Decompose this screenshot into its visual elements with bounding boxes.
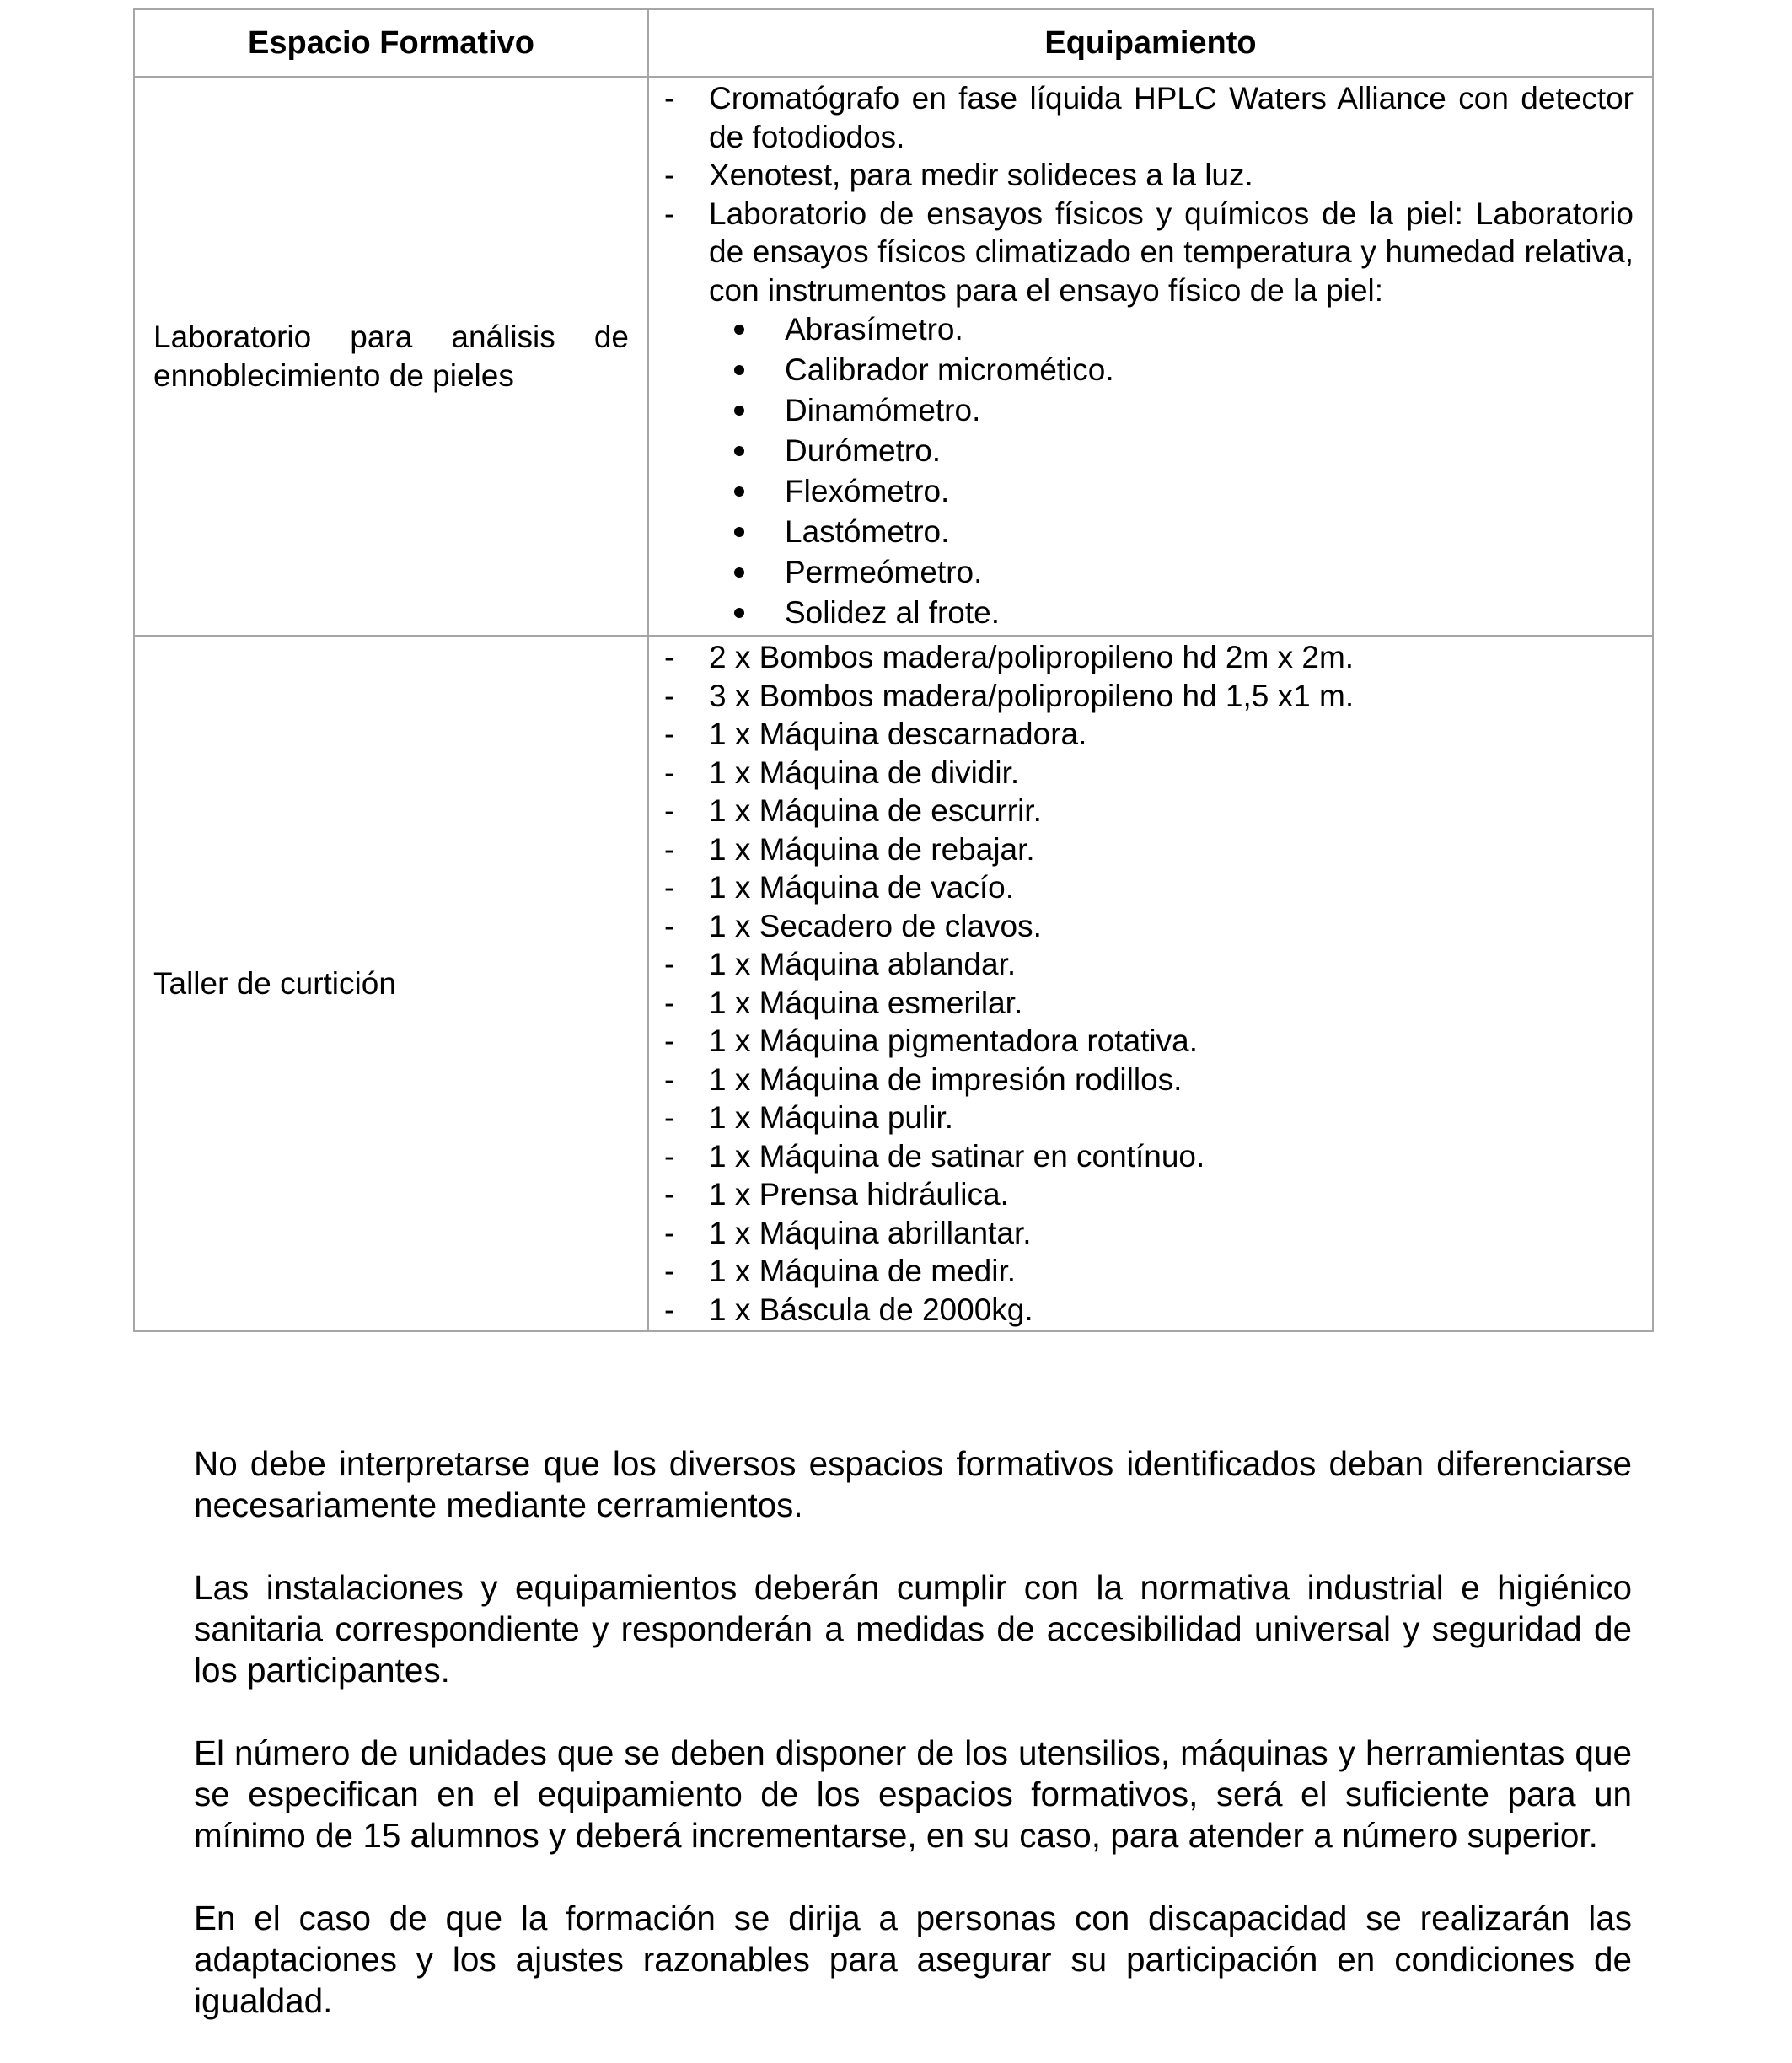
equipment-item-text: 1 x Báscula de 2000kg. [709,1292,1033,1327]
dash-marker: - [664,640,675,674]
dash-marker: - [664,870,675,905]
bullet-icon [734,446,744,456]
equipment-item [664,195,1634,310]
equipment-item [664,1252,1634,1291]
instrument-item [664,593,1634,633]
instrument-item [664,390,1634,431]
dash-marker: - [664,755,675,790]
equipment-item-text: 2 x Bombos madera/polipropileno hd 2m x 2m. [709,640,1355,674]
bullet-icon [734,608,744,618]
equipment-item-text: Cromatógrafo en fase líquida HPLC Waters Alliance con detector de fotodiodos. [709,81,1634,154]
equipment-cell [648,77,1653,636]
dash-marker: - [664,678,675,713]
equipment-item [664,156,1634,195]
instrument-item [664,350,1634,390]
equipment-item-text: 1 x Máquina de vacío. [709,870,1014,905]
instrument-item-text: Calibrador micromético. [785,352,1114,387]
dash-marker: - [664,717,675,751]
dash-marker: - [664,908,675,943]
equipment-item [664,79,1634,156]
equipment-item [664,1214,1634,1253]
dash-marker: - [664,1292,675,1327]
equipment-table [133,8,1654,1332]
equipment-item [664,638,1634,677]
equipment-item [664,984,1634,1023]
table-header-row [134,9,1653,77]
instrument-item [664,512,1634,552]
dash-marker: - [664,947,675,981]
dash-marker: - [664,1138,675,1174]
dash-marker: - [664,1177,675,1211]
dash-marker: - [664,1254,675,1288]
equipment-item [664,1099,1634,1137]
body-text [194,1443,1632,2063]
equipment-item-text: 1 x Máquina de impresión rodillos. [709,1061,1183,1097]
dash-marker: - [664,158,675,192]
instrument-item-text: Lastómetro. [785,514,950,549]
bullet-icon [734,406,744,416]
dash-marker: - [664,1215,675,1250]
equipment-item [664,945,1634,984]
instrument-item [664,552,1634,593]
instrument-item [664,309,1634,350]
dash-marker: - [664,1100,675,1135]
dash-marker: - [664,1023,675,1058]
instrument-item [664,471,1634,512]
equipment-list [664,638,1634,1329]
equipment-item [664,907,1634,946]
equipment-cell [648,636,1653,1331]
equipment-item-text: 1 x Prensa hidráulica. [709,1177,1009,1211]
bullet-icon [734,567,744,578]
dash-marker: - [664,793,675,828]
bullet-icon [734,325,744,335]
equipment-item [664,677,1634,716]
equipment-item-text: 1 x Máquina abrillantar. [709,1215,1032,1250]
paragraph: Las instalaciones y equipamientos deberán cumplir con la normativa industrial e higiénico sanitaria correspondiente y responderán a medidas de accesibilidad universal y seguridad de los participantes. [194,1568,1632,1690]
equipment-item-text: 1 x Máquina de rebajar. [709,831,1035,867]
dash-marker: - [664,81,675,116]
instrument-list [664,309,1634,633]
instrument-item-text: Abrasímetro. [785,312,963,347]
equipment-item [664,830,1634,869]
equipment-item-text: 3 x Bombos madera/polipropileno hd 1,5 x1 m. [709,678,1355,713]
space-cell: Laboratorio para análisis de ennoblecimiento de pieles [134,77,648,636]
equipment-item-text: 1 x Máquina pigmentadora rotativa. [709,1023,1199,1058]
equipment-item-text: 1 x Máquina de satinar en contínuo. [709,1138,1205,1174]
equipment-item-text: 1 x Máquina de medir. [709,1254,1017,1288]
bullet-icon [734,365,744,375]
instrument-item-text: Dinamómetro. [785,393,981,427]
equipment-item [664,1291,1634,1330]
equipment-item-text: 1 x Máquina descarnadora. [709,717,1087,751]
paragraph: El número de unidades que se deben disponer de los utensilios, máquinas y herramientas que se especifican en el equipamiento de los espacios formativos, será el suficiente para un mínimo de 15 alumnos y deberá incrementarse, en su caso, para atender a número superior. [194,1733,1632,1855]
space-cell: Taller de curtición [134,636,648,1331]
header-equipment: Equipamiento [648,9,1653,77]
dash-marker: - [664,1061,675,1097]
equipment-item [664,868,1634,907]
equipment-item-text: 1 x Máquina ablandar. [709,947,1017,981]
equipment-item [664,1022,1634,1061]
header-space: Espacio Formativo [134,9,648,77]
equipment-item [664,1061,1634,1099]
equipment-item [664,715,1634,754]
equipment-item-text: 1 x Secadero de clavos. [709,908,1042,943]
paragraph: No debe interpretarse que los diversos espacios formativos identificados deban diferenciarse necesariamente mediante cerramientos. [194,1444,1632,1524]
equipment-list [664,79,1634,309]
instrument-item-text: Flexómetro. [785,474,950,508]
dash-marker: - [664,985,675,1020]
paragraph: En el caso de que la formación se dirija a personas con discapacidad se realizarán las adaptaciones y los ajustes razonables para asegurar su participación en condiciones de igualdad. [194,1899,1632,2020]
equipment-item-text: Xenotest, para medir solideces a la luz. [709,158,1253,192]
bullet-icon [734,527,744,537]
dash-marker: - [664,831,675,867]
equipment-item-text: Laboratorio de ensayos físicos y químicos de la piel: Laboratorio de ensayos físicos climatizado en temperatura y humedad relativa, con instrumentos para el ensayo físico de la piel: [709,196,1634,308]
table-row [134,636,1653,1331]
equipment-item-text: 1 x Máquina esmerilar. [709,985,1023,1020]
equipment-item [664,792,1634,830]
instrument-item-text: Permeómetro. [785,555,983,589]
equipment-item-text: 1 x Máquina de dividir. [709,755,1020,790]
equipment-item [664,1175,1634,1214]
bullet-icon [734,486,744,497]
instrument-item [664,431,1634,471]
equipment-item [664,754,1634,792]
dash-marker: - [664,196,675,231]
equipment-item [664,1137,1634,1176]
instrument-item-text: Solidez al frote. [785,595,1001,630]
instrument-item-text: Durómetro. [785,433,942,468]
table-row [134,77,1653,636]
equipment-item-text: 1 x Máquina de escurrir. [709,793,1042,828]
equipment-item-text: 1 x Máquina pulir. [709,1100,954,1135]
